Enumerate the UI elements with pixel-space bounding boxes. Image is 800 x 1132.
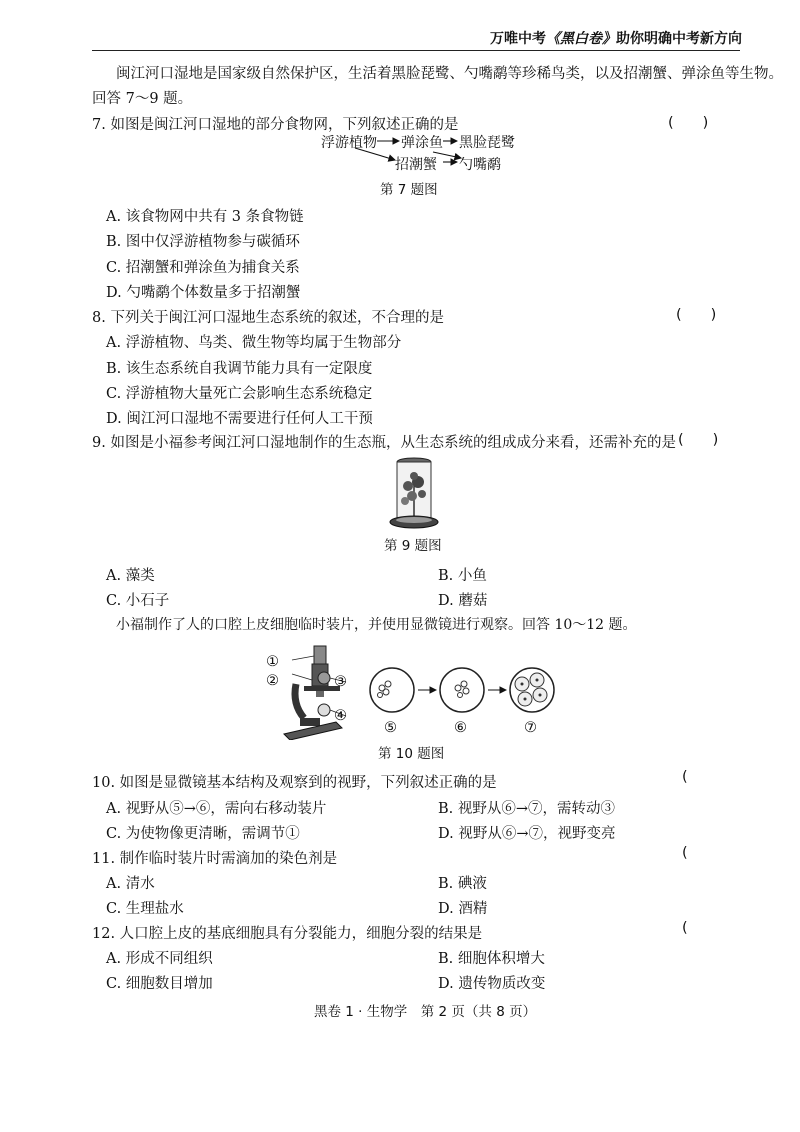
label-4: ④ <box>334 708 347 724</box>
question-10-option-a: A. 视野从⑤→⑥，需向右移动装片 <box>106 801 327 817</box>
question-10-stem: 10. 如图是显微镜基本结构及观察到的视野，下列叙述正确的是 <box>92 775 497 791</box>
figure-9-caption: 第 9 题图 <box>384 538 442 554</box>
microscope-figure <box>262 644 562 742</box>
question-8-stem: 8. 下列关于闽江河口湿地生态系统的叙述，不合理的是 <box>92 310 444 326</box>
page-header: 万唯中考《黑白卷》助你明确中考新方向 <box>490 31 742 47</box>
question-12-option-d: D. 遗传物质改变 <box>438 976 546 992</box>
question-10-option-b: B. 视野从⑥→⑦，需转动③ <box>438 801 616 817</box>
label-1: ① <box>266 654 279 670</box>
question-10-option-c: C. 为使物像更清晰，需调节① <box>106 826 300 842</box>
question-8-answer-paren: ( ) <box>676 307 717 323</box>
label-6: ⑥ <box>454 720 467 736</box>
node-sandpiper: 勺嘴鹬 <box>459 157 501 173</box>
question-8-option-a: A. 浮游植物、鸟类、微生物等均属于生物部分 <box>106 335 402 351</box>
question-8-option-d: D. 闽江河口湿地不需要进行任何人工干预 <box>106 411 373 427</box>
question-9-stem: 9. 如图是小福参考闽江河口湿地制作的生态瓶，从生态系统的组成成分来看，还需补充的是 <box>92 435 676 451</box>
question-7-option-b: B. 图中仅浮游植物参与碳循环 <box>106 234 300 250</box>
question-10-answer-paren: ( <box>682 769 688 785</box>
node-phytoplankton: 浮游植物 <box>321 135 377 151</box>
question-11-option-a: A. 清水 <box>106 876 155 892</box>
question-7-stem: 7. 如图是闽江河口湿地的部分食物网，下列叙述正确的是 <box>92 117 459 133</box>
question-12-option-b: B. 细胞体积增大 <box>438 951 545 967</box>
food-web-diagram <box>315 130 515 178</box>
question-7-option-d: D. 勺嘴鹬个体数量多于招潮蟹 <box>106 285 301 301</box>
question-11-stem: 11. 制作临时装片时需滴加的染色剂是 <box>92 851 338 867</box>
node-mudskipper: 弹涂鱼 <box>401 135 443 151</box>
question-11-answer-paren: ( <box>682 845 688 861</box>
question-9-answer-paren: ( ) <box>678 432 719 448</box>
label-7: ⑦ <box>524 720 537 736</box>
intro-paragraph-line1: 闽江河口湿地是国家级自然保护区，生活着黑脸琵鹭、勺嘴鹬等珍稀鸟类，以及招潮蟹、弹涂鱼等生物。 <box>116 66 783 82</box>
question-12-stem: 12. 人口腔上皮的基底细胞具有分裂能力，细胞分裂的结果是 <box>92 926 483 942</box>
question-11-option-d: D. 酒精 <box>438 901 488 917</box>
node-spoonbill: 黑脸琵鹭 <box>459 135 515 151</box>
node-fiddler-crab: 招潮蟹 <box>395 157 437 173</box>
question-9-option-c: C. 小石子 <box>106 593 170 609</box>
figure-7-caption: 第 7 题图 <box>380 182 438 198</box>
question-11-option-b: B. 碘液 <box>438 876 487 892</box>
question-9-option-b: B. 小鱼 <box>438 568 487 584</box>
question-7-option-a: A. 该食物网中共有 3 条食物链 <box>106 209 304 225</box>
ecobottle-illustration <box>384 456 444 532</box>
question-12-option-c: C. 细胞数目增加 <box>106 976 213 992</box>
question-10-option-d: D. 视野从⑥→⑦，视野变亮 <box>438 826 616 842</box>
label-3: ③ <box>334 674 347 690</box>
question-12-option-a: A. 形成不同组织 <box>106 951 213 967</box>
question-8-option-c: C. 浮游植物大量死亡会影响生态系统稳定 <box>106 386 373 402</box>
page-footer: 黑卷 1 · 生物学 第 2 页（共 8 页） <box>314 1004 537 1020</box>
question-9-option-a: A. 藻类 <box>106 568 155 584</box>
question-12-answer-paren: ( <box>682 920 688 936</box>
intro-paragraph-2: 小福制作了人的口腔上皮细胞临时装片，并使用显微镜进行观察。回答 10～12 题。 <box>116 617 637 633</box>
question-9-option-d: D. 蘑菇 <box>438 593 488 609</box>
microscope-illustration <box>274 644 364 740</box>
intro-paragraph-line2: 回答 7～9 题。 <box>92 91 193 107</box>
label-2: ② <box>266 673 279 689</box>
question-7-answer-paren: ( ) <box>668 115 709 131</box>
label-5: ⑤ <box>384 720 397 736</box>
header-rule <box>92 50 740 51</box>
question-7-option-c: C. 招潮蟹和弹涂鱼为捕食关系 <box>106 260 300 276</box>
question-11-option-c: C. 生理盐水 <box>106 901 184 917</box>
figure-10-caption: 第 10 题图 <box>378 746 445 762</box>
question-8-option-b: B. 该生态系统自我调节能力具有一定限度 <box>106 361 373 377</box>
